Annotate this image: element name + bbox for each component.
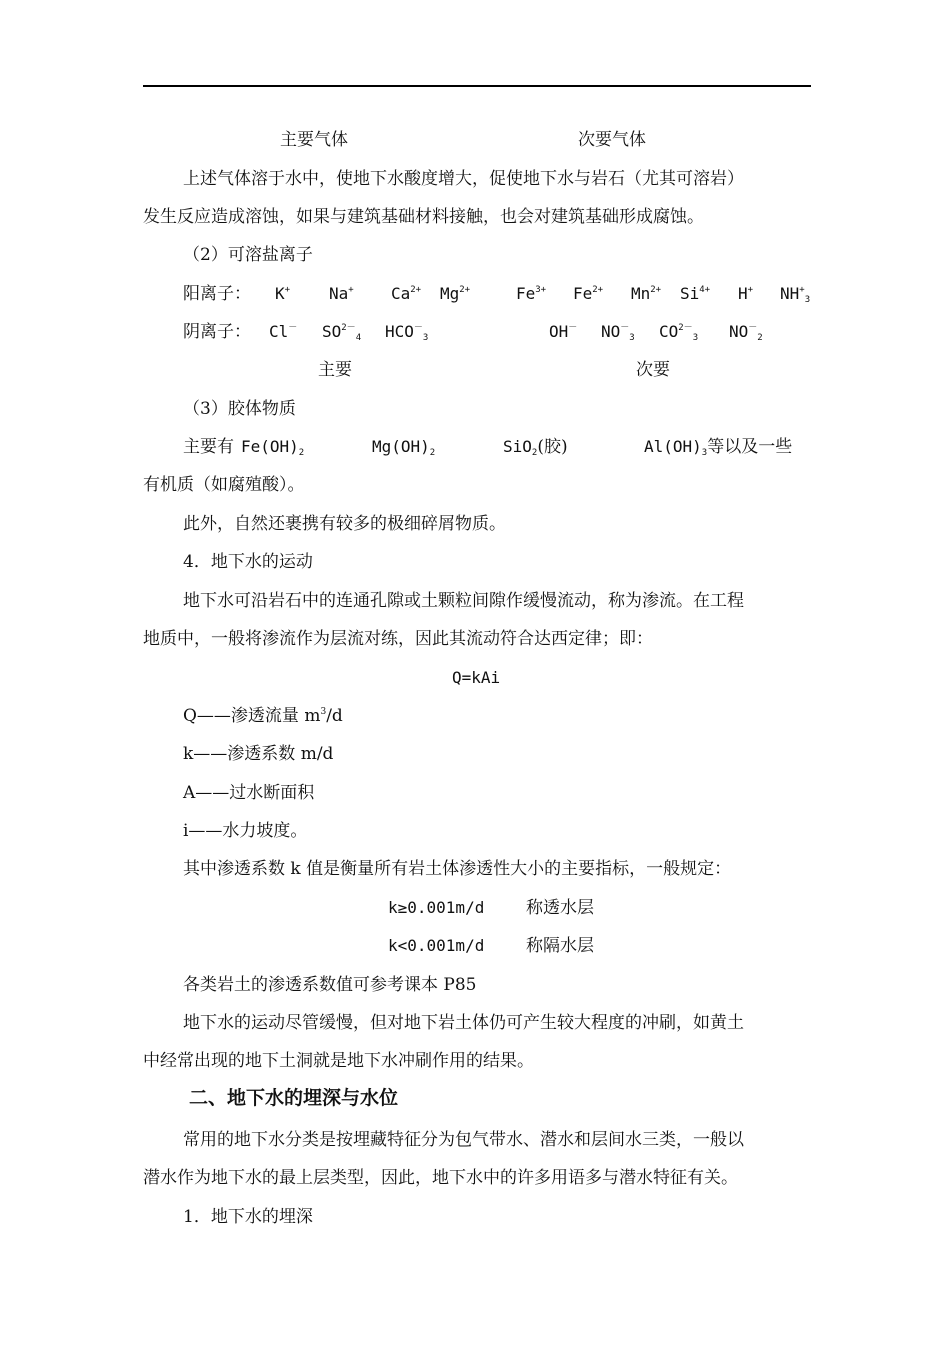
colloid-feoh2: $Fe(OH)_2$ (241, 437, 305, 458)
anion-so4: $SO^{2-}_4$ (322, 322, 362, 343)
colloid-row (183, 435, 823, 461)
section4-title: 4．地下水的运动 (183, 552, 313, 572)
paragraph-k-value: 其中渗透系数 k 值是衡量所有岩土体渗透性大小的主要指标，一般规定： (183, 859, 732, 879)
cation-label: 阳离子： (183, 284, 251, 304)
paragraph-erosion-line2: 中经常出现的地下土洞就是地下水冲刷作用的结果。 (143, 1051, 534, 1071)
paragraph-seepage-line2: 地质中，一般将渗流作为层流对练，因此其流动符合达西定律；即： (143, 629, 653, 649)
cation-si: $Si^{4+}$ (680, 284, 711, 303)
cation-fe3: $Fe^{3+}$ (516, 284, 547, 303)
rule-impermeable-name: 称隔水层 (526, 936, 594, 956)
anion-no3: $NO^-_3$ (601, 322, 635, 343)
definition-a: A——过水断面积 (183, 783, 315, 803)
colloid-mgoh2: $Mg(OH)_2$ (372, 437, 436, 458)
paragraph-gas-line1: 上述气体溶于水中，使地下水酸度增大，促使地下水与岩石（尤其可溶岩） (183, 169, 744, 189)
cation-k: K+ (275, 284, 291, 303)
label-secondary-gas: 次要气体 (578, 130, 646, 150)
definition-k: k——渗透系数 m/d (183, 744, 334, 764)
label-secondary-ions: 次要 (636, 360, 670, 380)
cation-h: H+ (738, 284, 754, 303)
paragraph-reference: 各类岩土的渗透系数值可参考课本 P85 (183, 975, 477, 995)
definition-q: Q——渗透流量 $m^3/d$ (183, 706, 343, 726)
anion-label: 阴离子： (183, 322, 251, 342)
anion-row (183, 320, 823, 346)
paragraph-class-line2: 潜水作为地下水的最上层类型，因此，地下水中的许多用语多与潜水特征有关。 (143, 1168, 738, 1188)
anion-co3: $CO^{2-}_3$ (659, 322, 699, 343)
definition-i: i——水力坡度。 (183, 821, 308, 841)
cation-mn: $Mn^{2+}$ (631, 284, 662, 303)
colloid-prefix: 主要有 (183, 437, 234, 457)
section1-title: 1．地下水的埋深 (183, 1207, 313, 1227)
subsection-colloid-title: （3）胶体物质 (183, 399, 296, 419)
paragraph-class-line1: 常用的地下水分类是按埋藏特征分为包气带水、潜水和层间水三类，一般以 (183, 1130, 744, 1150)
anion-oh: OH－ (549, 322, 578, 341)
rule-permeable-condition: k≥0.001m/d (388, 898, 485, 917)
rule-impermeable-condition: k<0.001m/d (388, 936, 485, 955)
paragraph-gas-line2: 发生反应造成溶蚀，如果与建筑基础材料接触，也会对建筑基础形成腐蚀。 (143, 207, 704, 227)
colloid-aloh3: $Al(OH)_3$等以及一些 (644, 437, 793, 458)
label-main-gas: 主要气体 (280, 130, 348, 150)
subsection-salt-title: （2）可溶盐离子 (183, 245, 313, 265)
colloid-sio2: SiO$_2$(胶) (503, 437, 568, 458)
cation-row (183, 282, 823, 308)
darcy-formula: Q=kAi (452, 668, 501, 687)
anion-cl: Cl－ (269, 322, 298, 341)
header-rule (143, 85, 811, 87)
paragraph-debris: 此外，自然还裹携有较多的极细碎屑物质。 (183, 514, 506, 534)
rule-permeable-name: 称透水层 (526, 898, 594, 918)
anion-no2: $NO^-_2$ (729, 322, 763, 343)
paragraph-seepage-line1: 地下水可沿岩石中的连通孔隙或土颗粒间隙作缓慢流动，称为渗流。在工程 (183, 591, 744, 611)
anion-hco3: $HCO^-_3$ (385, 322, 429, 343)
cation-mg: $Mg^{2+}$ (440, 284, 471, 303)
label-main-ions: 主要 (318, 360, 352, 380)
section2-heading: 二、地下水的埋深与水位 (189, 1087, 399, 1109)
cation-nh3: $NH^+_3$ (780, 284, 811, 305)
paragraph-erosion-line1: 地下水的运动尽管缓慢，但对地下岩土体仍可产生较大程度的冲刷，如黄土 (183, 1013, 744, 1033)
cation-ca: $Ca^{2+}$ (391, 284, 422, 303)
cation-fe2: $Fe^{2+}$ (573, 284, 604, 303)
cation-na: Na+ (329, 284, 354, 303)
colloid-line2: 有机质（如腐殖酸）。 (143, 475, 305, 495)
